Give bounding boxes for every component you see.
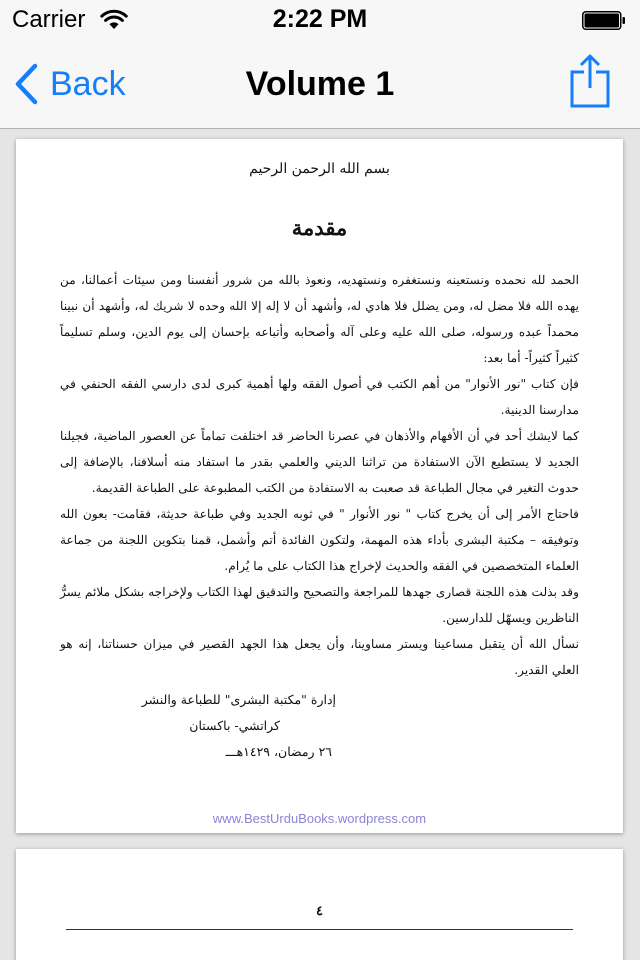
back-button-label: Back — [50, 64, 126, 103]
watermark-url: www.BestUrduBooks.wordpress.com — [212, 811, 427, 826]
share-icon[interactable] — [570, 54, 610, 108]
introduction-text — [60, 267, 579, 683]
paragraph: فاحتاج الأمر إلى أن يخرج كتاب " نور الأنوار " في ثوبه الجديد وفي طباعة حديثة، فقامت- بعون الله وتوفيقه – مكتبة البشرى بأداء هذه المهمة، ولتكون الفائدة أتم وأشمل، قمنا بتكوين اللجنة من جماعة العلماء المتخصصين في الفقه والحديث لإخراج هذا الكتاب على ما يُرام. — [60, 507, 579, 573]
paragraph: كما لايشك أحد في أن الأفهام والأذهان في عصرنا الحاضر قد اختلفت تماماً عن العصور الماضية، فجيلنا الجديد لا يستطيع الآن الاستفادة من تراثنا الديني والعلمي بقدر ما استفاد منه أسلافنا، بالإضافة إلى حدوث التغير في مجال الطباعة قد صعبت به الاستفادة من الكتب المطبوعة على الطباعة القديمة. — [60, 429, 579, 495]
navigation-bar — [0, 40, 640, 129]
carrier-label: Carrier — [12, 6, 86, 33]
publisher-signature — [76, 687, 336, 765]
page-title: Volume 1 — [245, 65, 395, 103]
publication-date: ٢٦ رمضان، ١٤٢٩هـــ — [225, 744, 332, 759]
clock: 2:22 PM — [272, 5, 368, 33]
page-heading: مقدمة — [291, 215, 348, 240]
document-page — [16, 139, 623, 833]
paragraph: فإن كتاب "نور الأنوار" من أهم الكتب في أصول الفقه ولها أهمية كبرى لدى دارسي الفقه الحنفي في مدارسنا الدينية. — [60, 377, 579, 417]
battery-icon — [582, 11, 626, 30]
publisher-name: إدارة "مكتبة البشرى" للطباعة والنشر — [141, 692, 336, 707]
page-divider-line — [66, 929, 573, 930]
document-viewer[interactable] — [0, 129, 640, 960]
basmala: بسم الله الرحمن الرحيم — [249, 161, 390, 177]
document-page — [16, 849, 623, 960]
page-number: ٤ — [316, 904, 323, 919]
paragraph: الحمد لله نحمده ونستعينه ونستغفره ونستهديه، ونعوذ بالله من شرور أنفسنا ومن سيئات أعمالنا، من يهده الله فلا مضل له، ومن يضلل فلا هادي له، وأشهد أن لا إله إلا الله وحده لا شريك له، وأشهد أن نبينا محمداً عبده ورسوله، صلى الله عليه وعلى آله وأصحابه وأتباعه بإحسان إلى يوم الدين، وسلم تسليماً كثيراً كثيراً- أما بعد: — [60, 273, 579, 365]
publisher-location: كراتشي- باكستان — [189, 718, 280, 733]
status-bar — [0, 0, 640, 40]
paragraph: وقد بذلت هذه اللجنة قصارى جهدها للمراجعة والتصحيح والتدقيق لهذا الكتاب ولإخراجه بشكل ملائم يسرُّ الناظرين ويسهّل للدارسين. — [60, 585, 579, 625]
paragraph: نسأل الله أن يتقبل مساعينا ويستر مساوينا، وأن يجعل هذا الجهد القصير في ميزان حسناتنا، إنه هو العلي القدير. — [60, 637, 579, 677]
